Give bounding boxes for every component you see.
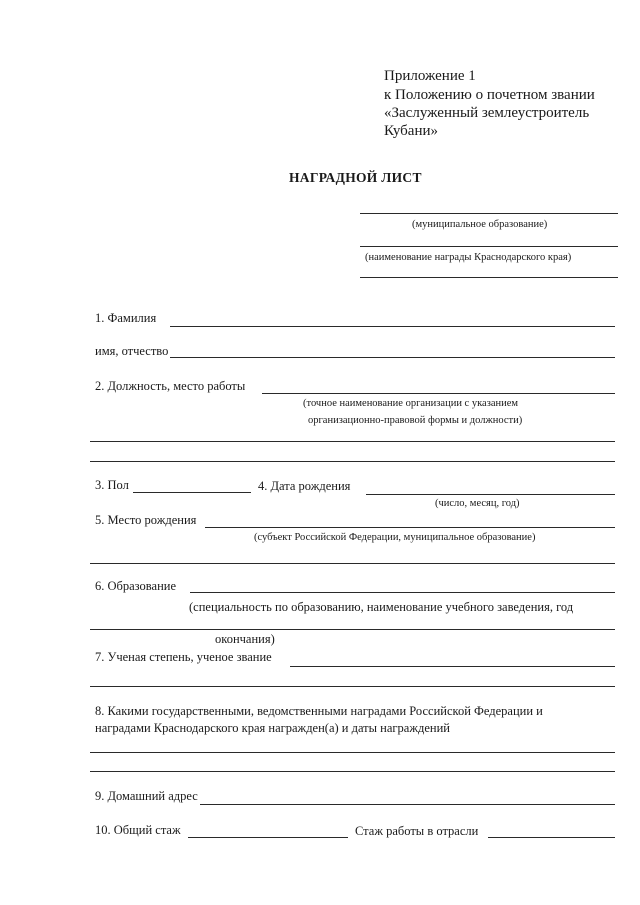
education-caption-1: (специальность по образованию, наименование учебного заведения, год: [189, 600, 574, 614]
sex-field[interactable]: [133, 492, 251, 493]
industry-experience-field[interactable]: [488, 837, 615, 838]
awards-field-1[interactable]: [90, 752, 615, 753]
award-name-caption: (наименование награды Краснодарского края): [365, 252, 572, 263]
birth-date-field[interactable]: [366, 494, 615, 495]
education-label: 6. Образование: [95, 579, 177, 593]
birth-date-caption: (число, месяц, год): [435, 498, 520, 509]
industry-experience-label: Стаж работы в отрасли: [355, 824, 479, 838]
position-caption-1: (точное наименование организации с указанием: [303, 398, 519, 409]
birth-place-label: 5. Место рождения: [95, 513, 197, 527]
appendix-line-2: к Положению о почетном звании: [384, 87, 595, 103]
appendix-line-4: Кубани»: [384, 123, 439, 139]
document-title: НАГРАДНОЙ ЛИСТ: [289, 170, 422, 185]
awards-label-2: наградами Краснодарского края награжден(а) и даты награждений: [95, 721, 450, 735]
position-field-3[interactable]: [90, 461, 615, 462]
awards-label-1: 8. Какими государственными, ведомственными наградами Российской Федерации и: [95, 704, 543, 718]
education-field[interactable]: [190, 592, 615, 593]
degree-field[interactable]: [290, 666, 615, 667]
name-label: имя, отчество: [95, 344, 169, 358]
appendix-line-1: Приложение 1: [384, 68, 476, 84]
awards-field-2[interactable]: [90, 771, 615, 772]
name-field[interactable]: [170, 357, 615, 358]
municipality-line[interactable]: [360, 213, 618, 214]
degree-label: 7. Ученая степень, ученое звание: [95, 650, 272, 664]
award-name-line-2[interactable]: [360, 277, 618, 278]
appendix-line-3: «Заслуженный землеустроитель: [384, 105, 590, 121]
education-caption-2: окончания): [215, 632, 275, 646]
total-experience-field[interactable]: [188, 837, 348, 838]
address-label: 9. Домашний адрес: [95, 789, 198, 803]
birth-date-label: 4. Дата рождения: [258, 479, 351, 493]
birth-place-field-2[interactable]: [90, 563, 615, 564]
education-field-2[interactable]: [90, 629, 615, 630]
position-label: 2. Должность, место работы: [95, 379, 246, 393]
position-field-2[interactable]: [90, 441, 615, 442]
position-field[interactable]: [262, 393, 615, 394]
address-field[interactable]: [200, 804, 615, 805]
municipality-caption: (муниципальное образование): [412, 219, 548, 230]
surname-label: 1. Фамилия: [95, 311, 157, 325]
total-experience-label: 10. Общий стаж: [95, 823, 181, 837]
sex-label: 3. Пол: [95, 478, 129, 492]
degree-field-2[interactable]: [90, 686, 615, 687]
birth-place-caption: (субъект Российской Федерации, муниципальное образование): [254, 532, 536, 543]
award-name-line[interactable]: [360, 246, 618, 247]
birth-place-field[interactable]: [205, 527, 615, 528]
surname-field[interactable]: [170, 326, 615, 327]
position-caption-2: организационно-правовой формы и должности): [308, 415, 523, 426]
